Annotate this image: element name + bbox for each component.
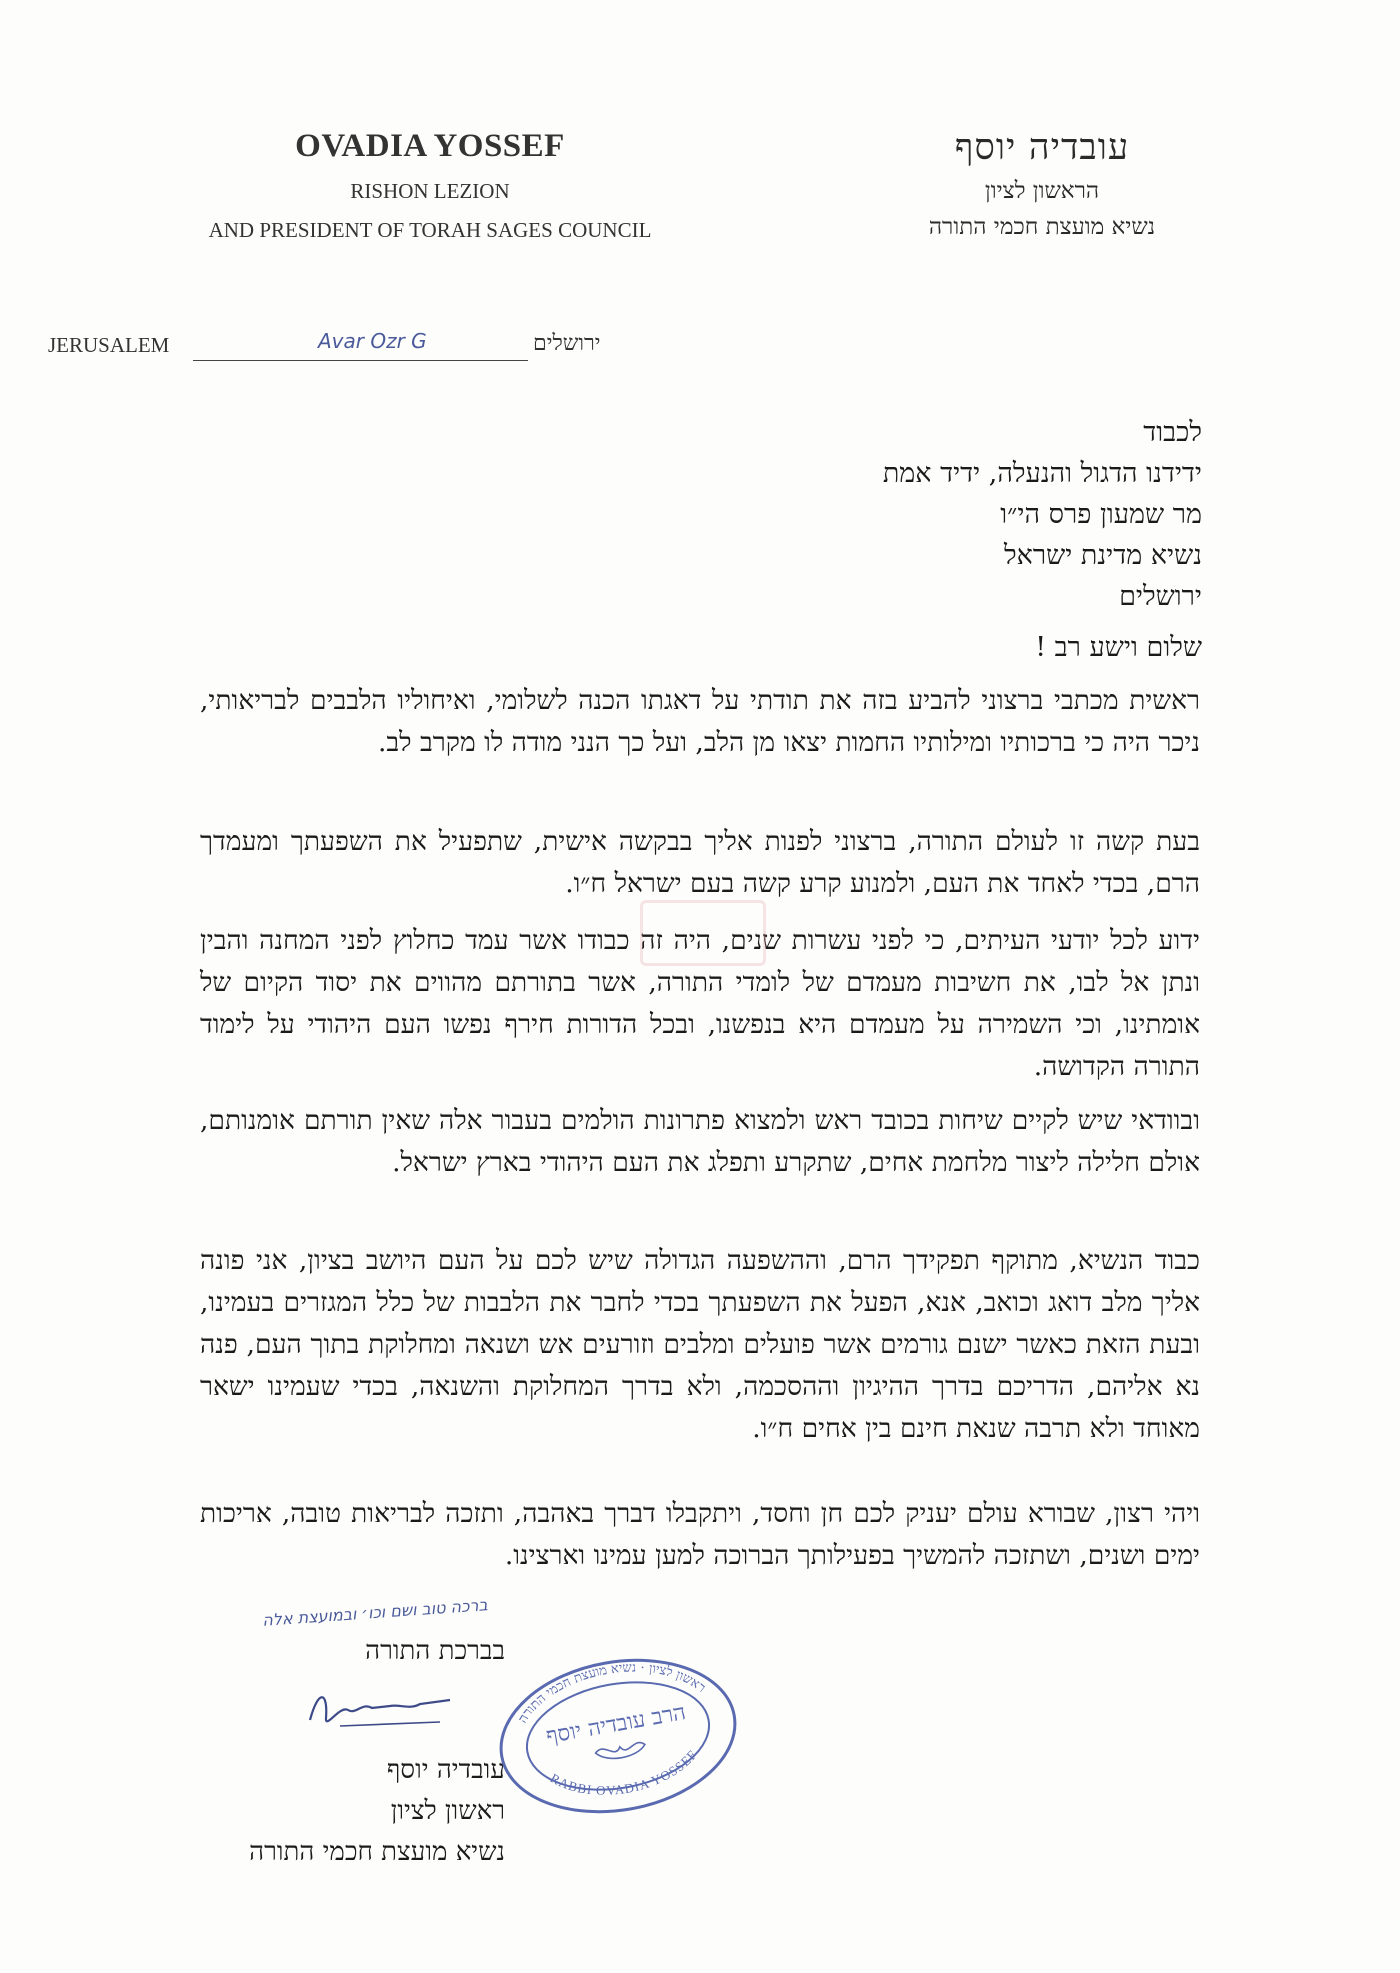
date-rule — [193, 360, 528, 361]
letterhead-title2-en: AND PRESIDENT OF TORAH SAGES COUNCIL — [208, 218, 652, 242]
handwritten-blessing: ברכה טוב ושם וכו׳ ובמועצת אלה — [261, 1595, 489, 1630]
letterhead-name-he: עובדיה יוסף — [954, 127, 1130, 168]
city-en: JERUSALEM — [48, 333, 170, 357]
stamp-arc-top: ראשון לציון · נשיא מועצת חכמי התורה — [515, 1660, 709, 1726]
body-paragraph: ראשית מכתבי ברצוני להביע בזה את תודתי על דאגתו הכנה לשלומי, ואיחוליו הלבבים לבריאותי, ניכר היה כי ברכותיו ומילותיו החמות יצאו מן הלב, ועל כך הנני מודה לו מקרב לב. — [200, 685, 1200, 758]
signatory-title1: ראשון לציון — [390, 1796, 505, 1826]
city-he: ירושלים — [533, 330, 601, 355]
greeting: שלום וישע רב ! — [1035, 632, 1202, 663]
body-paragraph: ובוודאי שיש לקיים שיחות בכובד ראש ולמצוא פתרונות הולמים בעבור אלה שאין תורתם אומנותם, אולם חלילה ליצור מלחמת אחים, שתקרע ותפלג את העם היהודי בארץ ישראל. — [200, 1105, 1200, 1178]
watermark — [640, 900, 766, 966]
addressee-block — [602, 412, 1202, 617]
addressee-line: ירושלים — [1119, 581, 1202, 612]
signatory-title2: נשיא מועצת חכמי התורה — [249, 1837, 505, 1867]
stamp-center-text: הרב עובדיה יוסף — [544, 1700, 688, 1750]
addressee-line: לכבוד — [1143, 417, 1202, 448]
stamp-ornament-icon — [595, 1742, 646, 1762]
handwritten-date: Avar Ozr G — [318, 329, 427, 353]
addressee-line: מר שמעון פרס הי״ו — [1000, 499, 1202, 530]
letterhead-title1-en: RISHON LEZION — [350, 179, 510, 203]
body-paragraph: כבוד הנשיא, מתוקף תפקידך הרם, וההשפעה הגדולה שיש לכם על העם היושב בציון, אני פונה אליך מלב דואג וכואב, אנא, הפעל את השפעתך בכדי לחבר את הלבבות של כלל המגזרים בעמינו, ובעת הזאת כאשר ישנם גורמים אשר פועלים ומלבים וזורעים אש ושנאה ומחלוקת בתוך העם, פנה נא אליהם, הדריכם בדרך ההיגיון וההסכמה, ולא בדרך המחלוקת והשנאה, בכדי שעמינו ישאר מאוחד ולא תרבה שנאת חינם בין אחים ח״ו. — [200, 1245, 1200, 1444]
letterhead-hebrew — [882, 126, 1202, 240]
addressee-line: נשיא מדינת ישראל — [1004, 540, 1202, 571]
signatory-name: עובדיה יוסף — [386, 1755, 505, 1785]
official-stamp — [493, 1651, 743, 1821]
body-paragraph: ידוע לכל יודעי העיתים, כי לפני עשרות שנים, היה זה כבודו אשר עמד כחלוץ לפני המחנה והבין ונתן אל לבו, את חשיבות מעמדם של לומדי התורה, אשר בתורתם מהווים את יסוד הקיום של אומתינו, וכי השמירה על מעמדם היא בנפשנו, ובכל הדורות חירף נפשו העם היהודי על לימוד התורה הקדושה. — [200, 925, 1200, 1082]
body-paragraph: ויהי רצון, שבורא עולם יעניק לכם חן וחסד, ויתקבלו דברך באהבה, ותזכה לבריאות טובה, אריכות ימים ושנים, ושתזכה להמשיך בפעילותך הברוכה למען עמינו וארצינו. — [200, 1498, 1200, 1571]
letterhead-title2-he: נשיא מועצת חכמי התורה — [928, 214, 1156, 240]
body-paragraph: בעת קשה זו לעולם התורה, ברצוני לפנות אליך בבקשה אישית, שתפעיל את השפעתך ומעמדך הרם, בכדי לאחד את העם, ולמנוע קרע קשה בעם ישראל ח״ו. — [200, 826, 1200, 899]
closing-blessing: בברכת התורה — [365, 1636, 505, 1666]
date-line — [48, 329, 608, 369]
letterhead-name-en: OVADIA YOSSEF — [295, 128, 565, 164]
letterhead-english — [200, 128, 660, 243]
signature-mark — [300, 1680, 460, 1740]
stamp-arc-bottom: RABBI OVADIA YOSSEF — [547, 1746, 701, 1798]
letterhead-title1-he: הראשון לציון — [984, 178, 1100, 204]
addressee-line: ידידנו הדגול והנעלה, ידיד אמת — [882, 458, 1202, 489]
